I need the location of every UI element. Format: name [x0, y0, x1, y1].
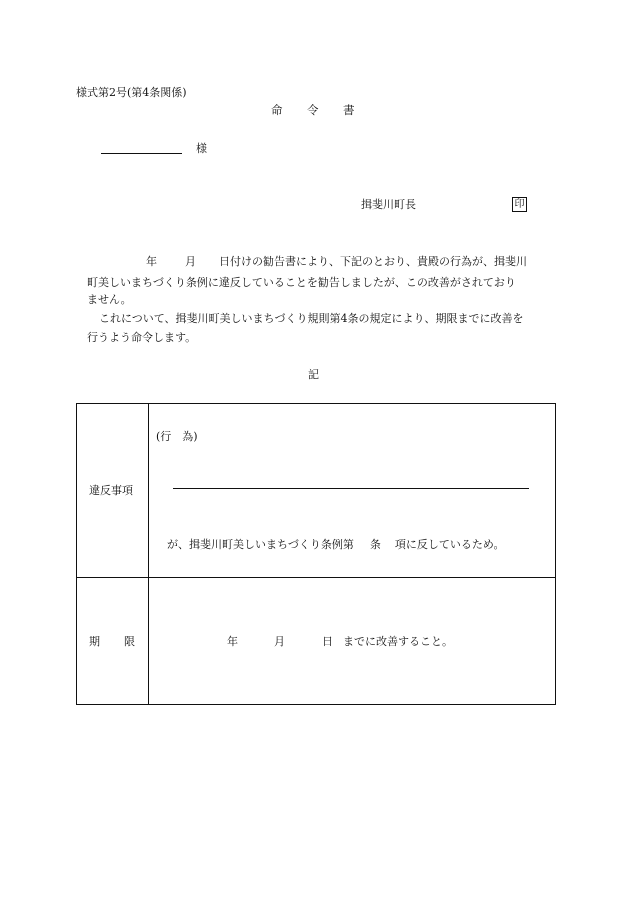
addressee-blank-line: [101, 153, 182, 154]
deadline-header-char-2: 限: [124, 635, 135, 648]
title-char-3: 書: [343, 103, 355, 117]
deadline-day: 日: [322, 635, 333, 648]
deadline-month: 月: [274, 635, 285, 648]
details-table: [76, 403, 556, 705]
violation-clause-text: が、揖斐川町美しいまちづくり条例第: [167, 538, 354, 551]
table-row-divider: [77, 577, 555, 578]
title-char-2: 令: [307, 103, 319, 117]
ki-heading: 記: [308, 368, 319, 381]
table-column-divider: [148, 404, 149, 704]
title-char-1: 命: [271, 103, 283, 117]
form-label: 様式第2号(第4条関係): [76, 86, 187, 99]
issuer-name: 揖斐川町長: [361, 198, 416, 211]
violation-clause-kou: 項に反しているため。: [394, 538, 505, 551]
body-line-1: 日付けの勧告書により、下記のとおり、貴殿の行為が、揖斐川: [219, 255, 527, 268]
body-line-3: ません。: [87, 293, 132, 306]
addressee-suffix: 様: [196, 142, 207, 155]
act-blank-line: [173, 488, 529, 489]
deadline-rest: までに改善すること。: [343, 635, 453, 648]
body-line-2: 町美しいまちづくり条例に違反していることを勧告しましたが、この改善がされており: [87, 276, 516, 289]
deadline-year: 年: [227, 635, 238, 648]
body-line-5: 行うよう命令します。: [87, 331, 197, 344]
deadline-header-char-1: 期: [89, 635, 100, 648]
act-label: (行 為): [156, 430, 198, 443]
violation-clause-jou: 条: [369, 538, 381, 551]
body-date-month: 月: [185, 255, 196, 268]
seal-mark: 印: [512, 197, 527, 212]
violation-header: 違反事項: [89, 484, 133, 497]
violation-clause: [167, 539, 504, 550]
body-date-year: 年: [146, 255, 157, 268]
body-line-4: これについて、揖斐川町美しいまちづくり規則第4条の規定により、期限までに改善を: [99, 312, 524, 325]
